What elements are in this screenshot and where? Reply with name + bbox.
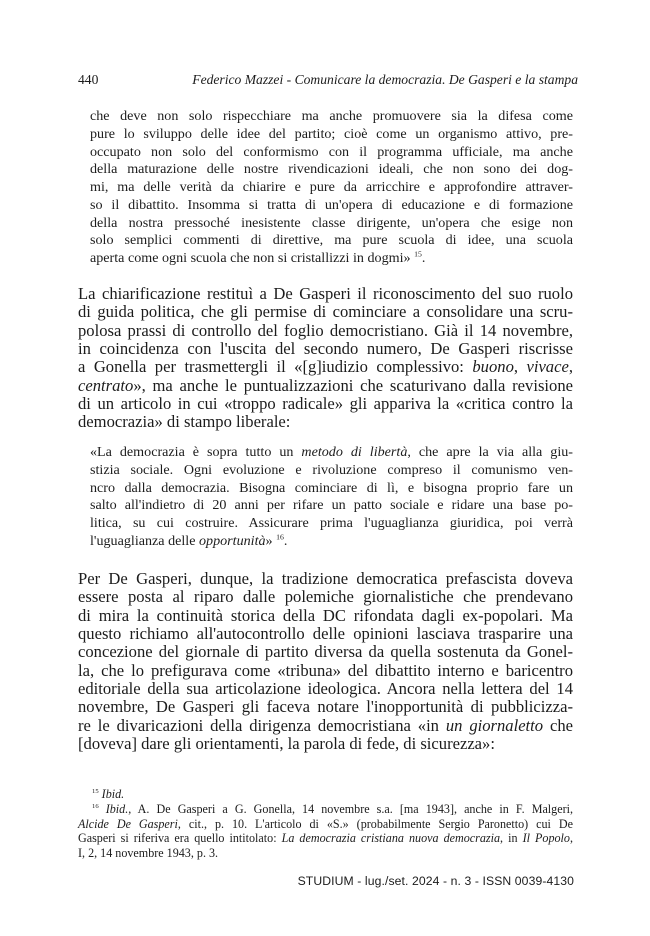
footnote-number: 15 — [92, 787, 99, 795]
body-paragraph-2 — [78, 570, 573, 753]
footnote-15 — [78, 787, 573, 802]
body-paragraph-1 — [78, 285, 573, 432]
footnote-line — [78, 817, 573, 832]
body-line: [doveva] dare gli orientamenti, la parola di fede, di sicurezza»: — [78, 734, 495, 754]
footnote-line — [78, 802, 573, 817]
footnote-text: Ibid. — [105, 801, 129, 816]
body-text: », ma anche le puntualizzazioni che scaturivano dalla revisione — [133, 375, 573, 395]
body-text: , — [513, 357, 527, 377]
body-text: a Gonella per trasmettergli il «[g]iudizio complessivo: — [78, 357, 473, 377]
body-line: polosa prassi di controllo del foglio democristiano. Già il 14 novembre, — [78, 320, 573, 340]
quote-line: mi, ma delle verità da chiarire e pure da arricchire e approfondire attraver- — [90, 179, 573, 195]
body-line: democrazia» di stampo liberale: — [78, 412, 291, 432]
footnote-line — [78, 831, 573, 846]
body-text: , — [568, 357, 573, 377]
footnote-16 — [78, 802, 573, 861]
quote-line: pure lo sviluppo delle idee del partito; cioè come un organismo attivo, pre- — [90, 125, 573, 142]
body-line — [78, 358, 573, 376]
quote-line: so il dibattito. Insomma si tratta di un'opera di educazione e di formazione — [90, 196, 573, 213]
italic-term: vivace — [526, 357, 569, 377]
page-number: 440 — [78, 72, 99, 87]
quote-line: della nostra pressoché inesistente classe dirigente, un'opera che esige non — [90, 214, 573, 231]
quote-line: litica, su cui costruire. Assicurare prima l'uguaglianza giuridica, poi verrà — [90, 515, 573, 531]
quote-line: stizia sociale. Ogni evoluzione e rivoluzione compreso il comunismo ven- — [90, 461, 573, 478]
footnote-text: , in — [500, 831, 523, 846]
italic-term: centrato — [78, 375, 134, 395]
quote-line: solo semplici commenti di direttive, ma pure scuola di idee, una scuola — [90, 232, 573, 249]
body-line: essere posta al riparo dalle polemiche giornalistiche che prendevano — [78, 587, 573, 607]
footnote-text: La democrazia cristiana nuova democrazia — [281, 831, 501, 846]
body-line: Per De Gasperi, dunque, la tradizione democratica prefascista doveva — [78, 569, 573, 588]
body-text: che — [543, 715, 573, 735]
quote-text: l'uguaglianza delle — [90, 532, 199, 549]
page-header — [78, 70, 578, 90]
quote-text: , che apre la via alla giu- — [407, 444, 573, 460]
quote-line — [90, 444, 573, 462]
journal-footer: STUDIUM - lug./set. 2024 - n. 3 - ISSN 0039-4130 — [297, 874, 574, 888]
block-quote-2 — [90, 444, 573, 551]
footnote-text: Alcide De Gasperi — [78, 816, 178, 831]
body-line: in coincidenza con l'uscita del secondo numero, De Gasperi riscrisse — [78, 339, 573, 359]
footnote-text: Gasperi si riferiva era quello intitolato: — [78, 831, 282, 846]
body-line: la, che lo prefigurava come «tribuna» del dibattito interno e baricentro — [78, 660, 573, 680]
footnote-text: Il Popolo — [522, 831, 570, 846]
quote-line: l'uguaglianza delle opportunità» $^{16}$. — [90, 532, 288, 549]
quote-line: salto all'indietro di 20 anni per rifare un patto sociale e ridare una base po- — [90, 497, 573, 514]
body-line: di guida politica, che gli permise di cominciare a consolidare una scru- — [78, 302, 573, 322]
block-quote-1 — [90, 108, 573, 268]
footnotes — [78, 787, 573, 861]
body-line: concezione del giornale di partito diversa da quella sostenuta da Gonel- — [78, 642, 573, 662]
quote-text: aperta come ogni scuola che non si cristallizzi in dogmi» — [90, 250, 411, 266]
footnote-ref-15[interactable]: 15 — [414, 249, 422, 259]
footnote-text: , A. De Gasperi a G. Gonella, 14 novembre s.a. [ma 1943], anche in F. Malgeri, — [128, 801, 573, 816]
footnote-text: , — [569, 831, 573, 846]
quote-line: che deve non solo rispecchiare ma anche promuovere sia la difesa come — [90, 108, 573, 124]
footnote-text: , cit., p. 10. L'articolo di «S.» (probabilmente Sergio Paronetto) cui De — [177, 816, 573, 831]
quote-line: aperta come ogni scuola che non si cristallizzi in dogmi» $^{15}$. — [90, 249, 426, 266]
italic-term: opportunità — [198, 532, 266, 549]
body-line: editoriale della sua articolazione ideologica. Ancora nella lettera del 14 — [78, 679, 573, 699]
body-line: novembre, De Gasperi gli faceva notare l'inopportunità di pubblicizza- — [78, 697, 573, 717]
footnote-ref-16[interactable]: 16 — [276, 532, 284, 542]
italic-term: un giornaletto — [445, 715, 544, 735]
italic-term: metodo di libertà — [301, 444, 408, 460]
body-line: questo richiamo all'autocontrollo delle opinioni lasciava trasparire una — [78, 624, 573, 644]
footnote-number: 16 — [92, 802, 99, 810]
body-line — [78, 377, 573, 395]
body-line: di un articolo in cui «troppo radicale» gli appariva la «critica contro la — [78, 394, 573, 414]
quote-line: della maturazione delle nostre rivendicazioni ideali, che non sono dei dog- — [90, 161, 573, 178]
quote-text: «La democrazia è sopra tutto un — [90, 444, 302, 460]
running-title: Federico Mazzei - Comunicare la democrazia. De Gasperi e la stampa — [192, 72, 578, 87]
quote-text: » — [265, 532, 273, 549]
quote-line: occupato non solo del conformismo con il programma ufficiale, ma anche — [90, 143, 573, 160]
italic-term: buono — [472, 357, 514, 377]
footnote-text: Ibid. — [101, 787, 125, 801]
body-line: La chiarificazione restituì a De Gasperi il riconoscimento del suo ruolo — [78, 284, 573, 303]
body-line — [78, 717, 573, 735]
body-line: di mira la continuità storica della DC rifondata dagli ex-popolari. Ma — [78, 605, 573, 625]
body-text: re le divaricazioni della dirigenza democristiana «in — [78, 715, 446, 735]
footnote-line: I, 2, 14 novembre 1943, p. 3. — [78, 846, 219, 861]
quote-line: ncro dalla democrazia. Bisogna cominciare di lì, e bisogna proprio fare un — [90, 479, 573, 496]
